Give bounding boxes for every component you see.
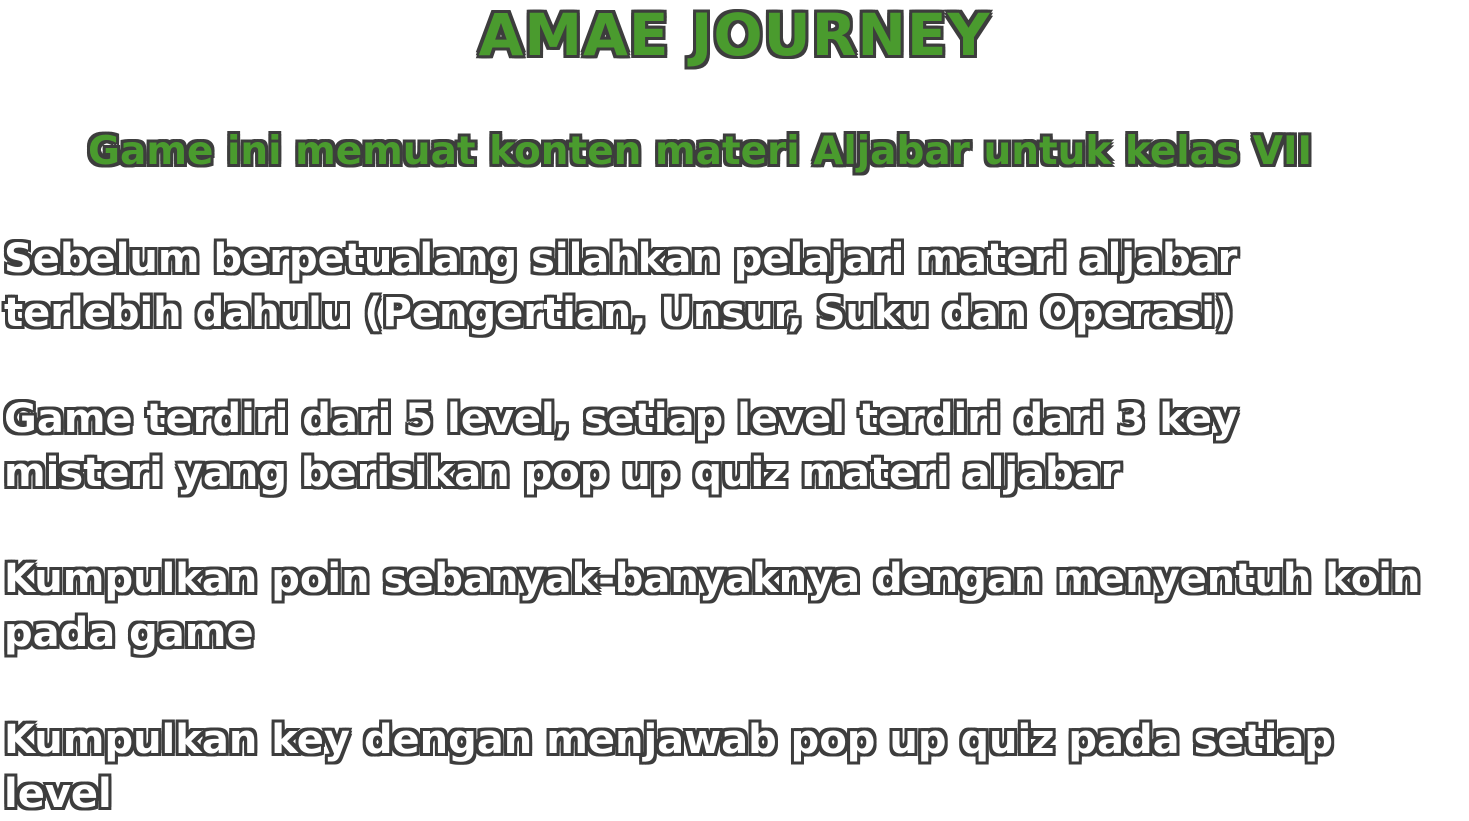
instruction-line: pada game [4,610,254,656]
game-subtitle: Game ini memuat konten materi Aljabar untuk kelas VII [88,129,1312,174]
instruction-line: Sebelum berpetualang silahkan pelajari materi aljabar [4,236,1238,282]
instruction-line: Game terdiri dari 5 level, setiap level terdiri dari 3 key [4,396,1239,442]
instruction-line: Kumpulkan key dengan menjawab pop up quiz pada setiap [4,717,1333,763]
instruction-paragraph-keys [4,713,1466,821]
game-title: AMAE JOURNEY [478,1,991,69]
instruction-paragraph-levels [4,392,1466,500]
instruction-line: misteri yang berisikan pop up quiz materi aljabar [4,450,1121,496]
instruction-line: terlebih dahulu (Pengertian, Unsur, Suku dan Operasi) [4,290,1234,336]
instruction-line: level [4,771,112,817]
instruction-paragraph-study [4,232,1466,340]
instruction-line: Kumpulkan poin sebanyak-banyaknya dengan menyentuh koin [4,556,1421,602]
instruction-paragraph-coins [4,552,1466,660]
